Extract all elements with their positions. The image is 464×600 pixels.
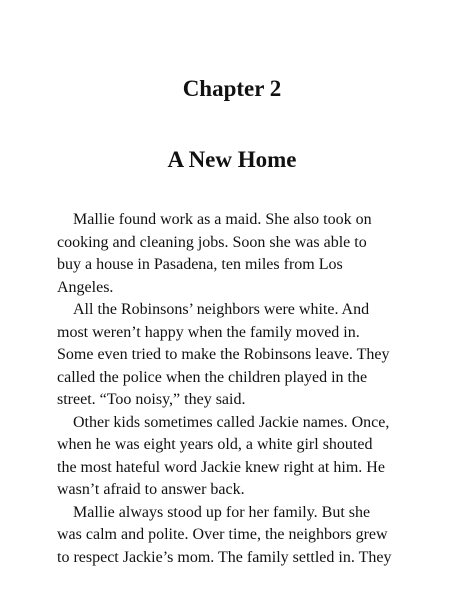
text-line: wasn’t afraid to answer back. [57, 481, 245, 498]
text-line: Angeles. [57, 278, 114, 296]
text-line: the most hateful word Jackie knew right at him. He [57, 458, 385, 476]
text-line: street. “Too noisy,” they said. [57, 391, 246, 408]
chapter-title: A New Home [167, 147, 297, 172]
text-line: was calm and polite. Over time, the neighbors grew [57, 526, 388, 543]
text-line: called the police when the children played in the [57, 368, 368, 386]
paragraph [57, 209, 413, 299]
paragraph [57, 412, 413, 502]
text-line: Mallie found work as a maid. She also took on [73, 211, 372, 228]
text-line: Other kids sometimes called Jackie names. Once, [73, 413, 390, 431]
paragraph [57, 502, 413, 570]
paragraph [57, 299, 413, 412]
text-line: to respect Jackie’s mom. The family settled in. They [57, 548, 392, 566]
text-line: cooking and cleaning jobs. Soon she was able to [57, 233, 367, 251]
text-line: All the Robinsons’ neighbors were white. And [73, 301, 370, 318]
text-line: buy a house in Pasadena, ten miles from Los [57, 256, 343, 273]
text-line: Mallie always stood up for her family. But she [73, 503, 371, 521]
text-line: Some even tried to make the Robinsons leave. They [57, 346, 390, 363]
text-line: most weren’t happy when the family moved in. [57, 323, 360, 341]
chapter-body [57, 209, 413, 569]
text-line: when he was eight years old, a white girl shouted [57, 436, 373, 453]
chapter-number: Chapter 2 [182, 76, 282, 101]
